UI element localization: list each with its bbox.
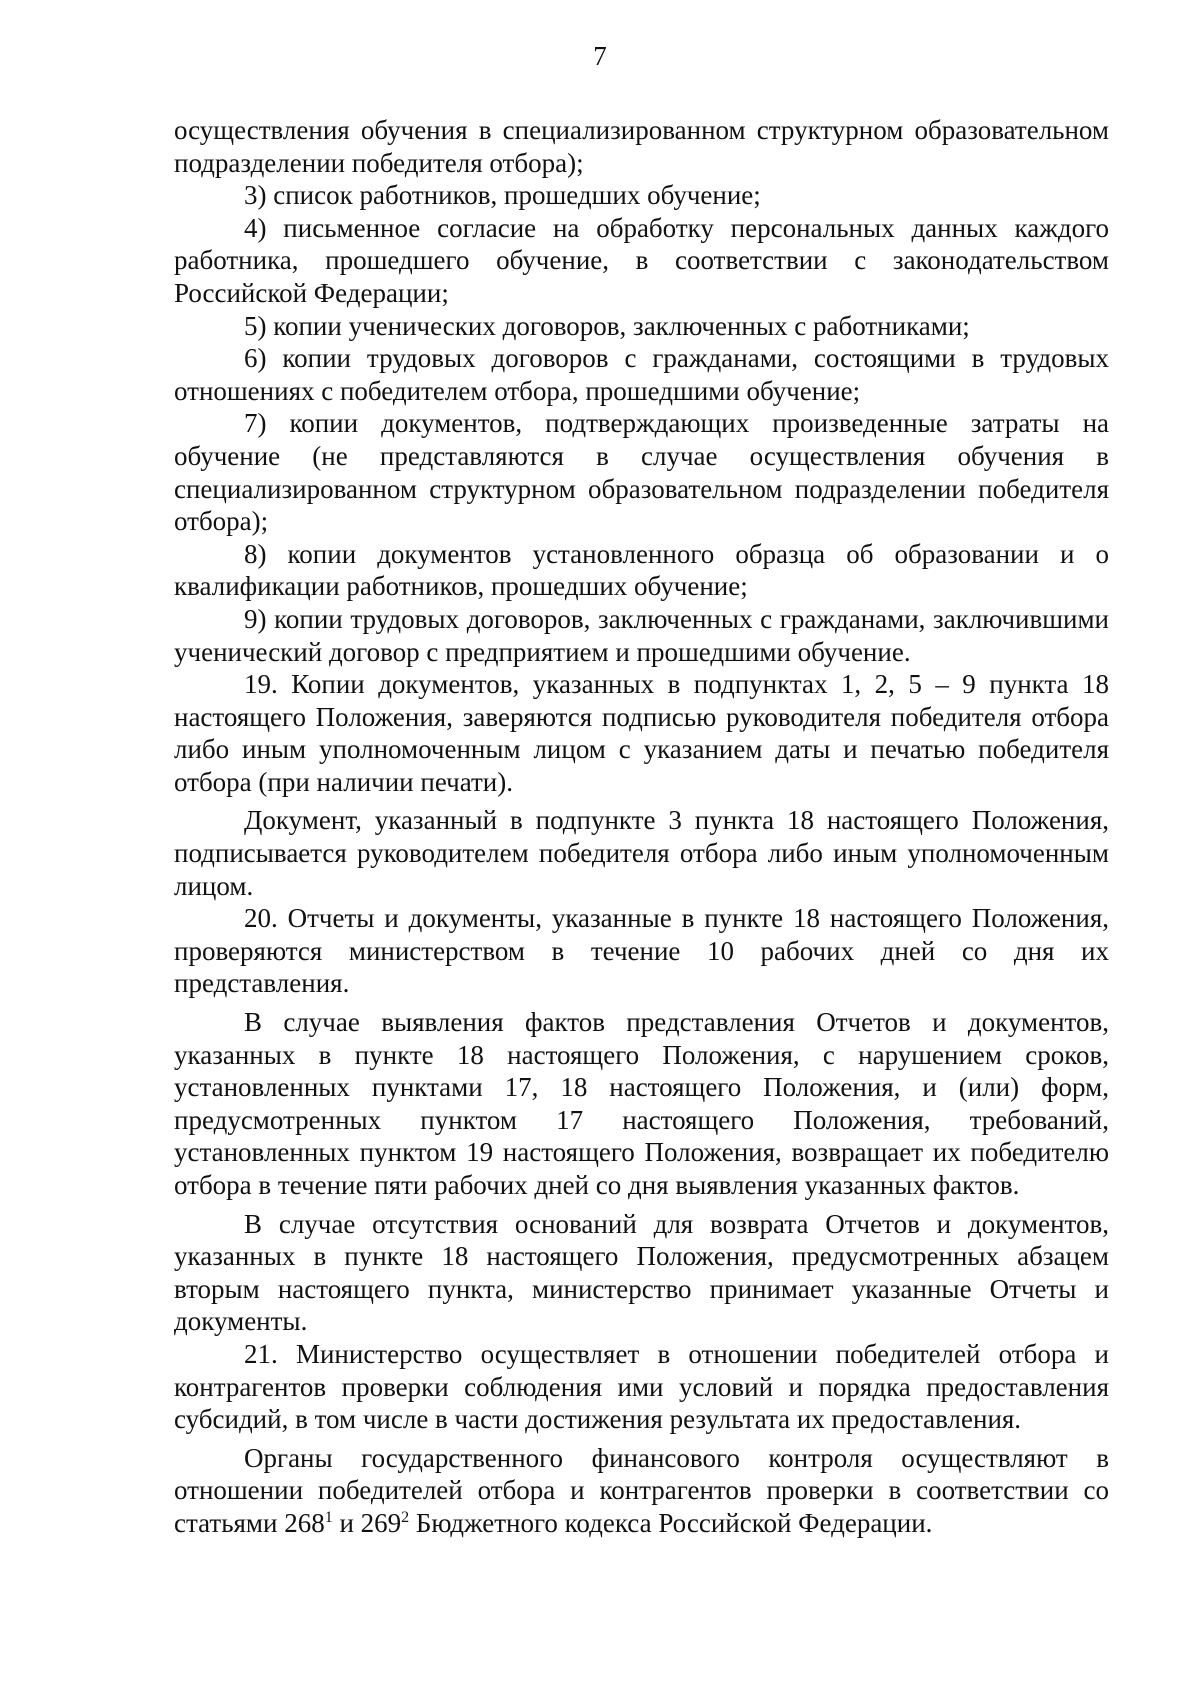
- clause-19-paragraph-2: Документ, указанный в подпункте 3 пункта 18 настоящего Положения, подписывается руководителем победителя отбора либо иным уполномоченным лицом.: [174, 805, 1109, 901]
- statute-prefix: статьями 268: [174, 1507, 325, 1538]
- statute-middle: и 269: [332, 1507, 402, 1538]
- superscript-1: 1: [324, 1508, 333, 1526]
- list-item-9: 9) копии трудовых договоров, заключенных с гражданами, заключившими ученический договор с предприятием и прошедшими обучение.: [174, 603, 1109, 667]
- superscript-2: 2: [401, 1508, 410, 1526]
- paragraph-continuation: осуществления обучения в специализированном структурном образовательном подразделении победителя отбора);: [174, 115, 1109, 178]
- clause-20-paragraph-2: В случае выявления фактов представления Отчетов и документов, указанных в пункте 18 настоящего Положения, с нарушением сроков, установленных пунктами 17, 18 настоящего Положения, и (или) форм, предусмотренных пунктом 17 настоящего Положения, требований, установленных пунктом 19 настоящего Положения, возвращает их победителю отбора в течение пяти рабочих дней со дня выявления указанных фактов.: [174, 1007, 1109, 1200]
- page-number: 7: [593, 41, 607, 71]
- list-item-7: 7) копии документов, подтверждающих произведенные затраты на обучение (не представляются в случае осуществления обучения в специализированном структурном образовательном подразделении победителя отбора);: [174, 408, 1109, 537]
- list-item-8: 8) копии документов установленного образца об образовании и о квалификации работников, прошедших обучение;: [174, 538, 1109, 602]
- list-item-4: 4) письменное согласие на обработку персональных данных каждого работника, прошедшего обучение, в соответствии с законодательством Российской Федерации;: [174, 212, 1109, 308]
- list-item-5: 5) копии ученических договоров, заключенных с работниками;: [244, 310, 970, 341]
- clause-21-paragraph-2: Органы государственного финансового контроля осуществляют в отношении победителей отбора и контрагентов проверки в соответствии со: [174, 1442, 1109, 1506]
- list-item-6: 6) копии трудовых договоров с гражданами, состоящими в трудовых отношениях с победителем отбора, прошедшими обучение;: [174, 343, 1109, 406]
- list-item-3: 3) список работников, прошедших обучение;: [244, 180, 761, 211]
- document-body: [174, 114, 1109, 1540]
- clause-20-paragraph-3: В случае отсутствия оснований для возврата Отчетов и документов, указанных в пункте 18 настоящего Положения, предусмотренных абзацем вторым настоящего пункта, министерство принимает указанные Отчеты и документы.: [174, 1208, 1109, 1337]
- clause-19: 19. Копии документов, указанных в подпунктах 1, 2, 5 – 9 пункта 18 настоящего Положения, заверяются подписью руководителя победителя отбора либо иным уполномоченным лицом с указанием даты и печатью победителя отбора (при наличии печати).: [174, 669, 1109, 797]
- clause-21-paragraph-2-end: [174, 1507, 1109, 1540]
- clause-21: 21. Министерство осуществляет в отношении победителей отбора и контрагентов проверки соблюдения ими условий и порядка предоставления субсидий, в том числе в части достижения результата их предоставления.: [174, 1338, 1109, 1435]
- statute-suffix: Бюджетного кодекса Российской Федерации.: [409, 1507, 933, 1538]
- clause-20: 20. Отчеты и документы, указанные в пункте 18 настоящего Положения, проверяются министерством в течение 10 рабочих дней со дня их представления.: [174, 903, 1109, 999]
